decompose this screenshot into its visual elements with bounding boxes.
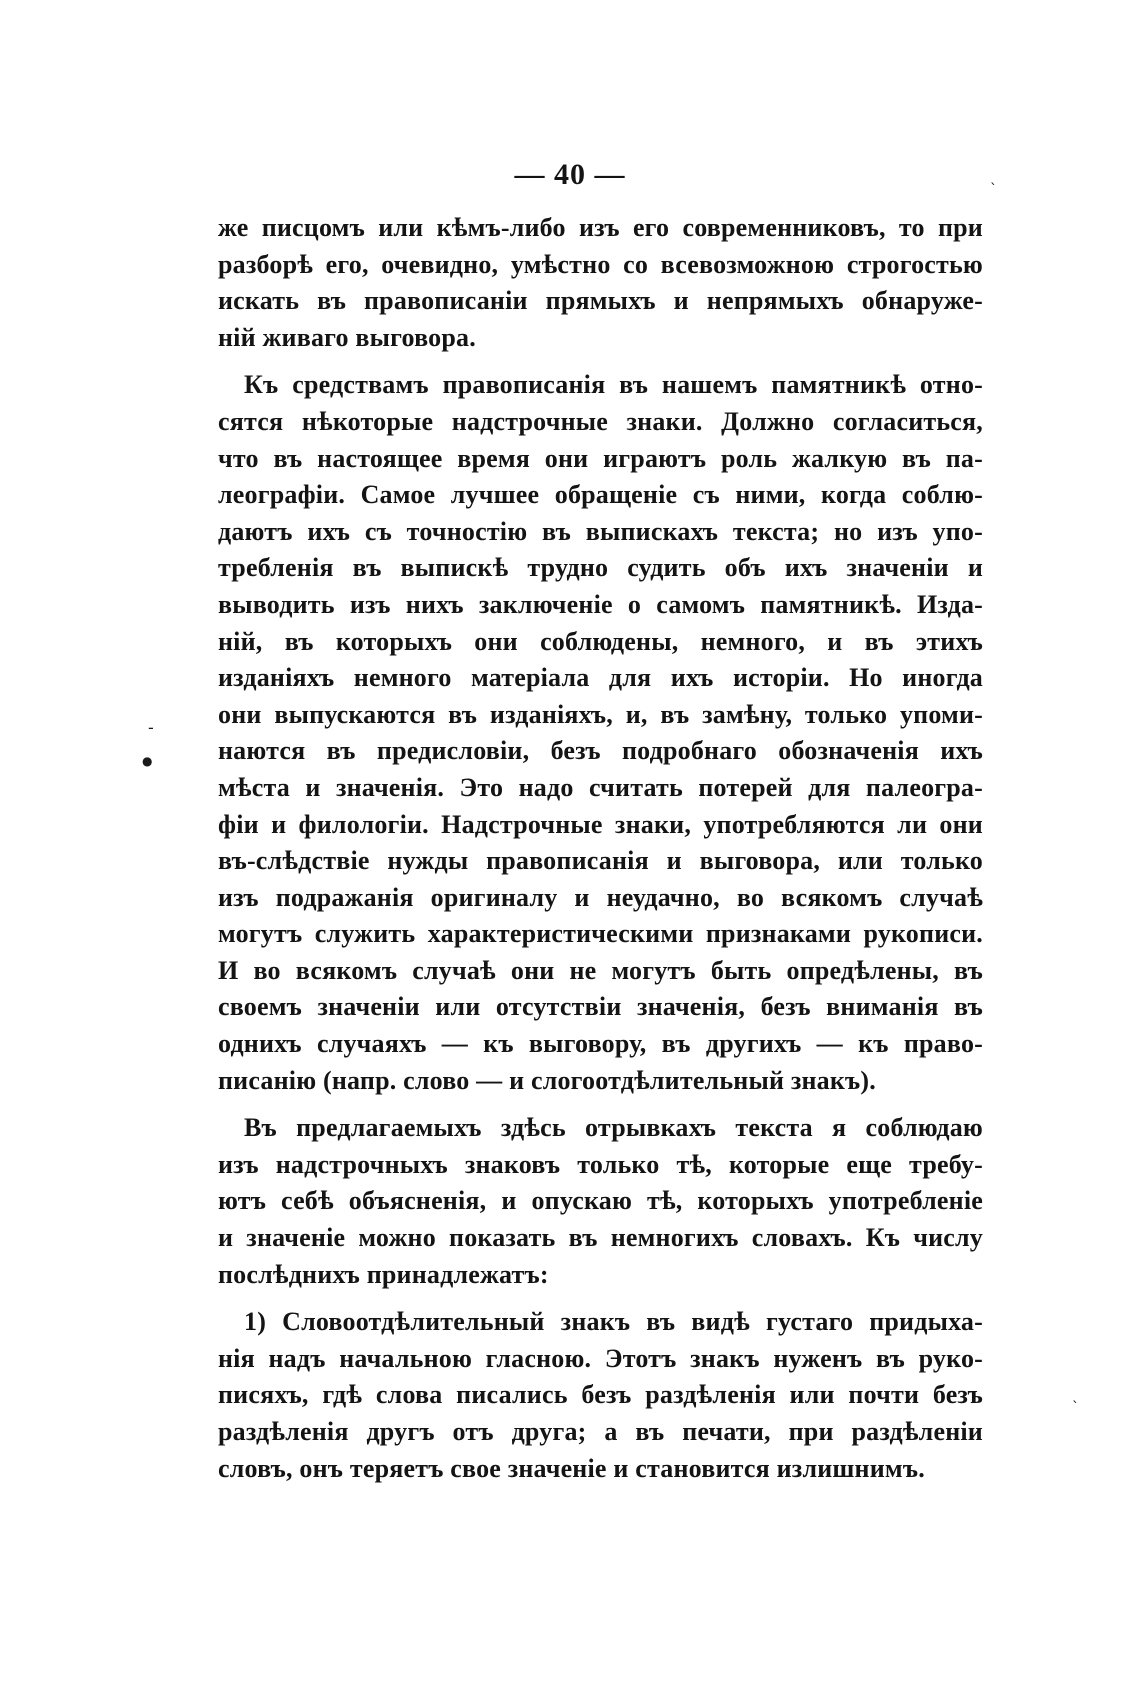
text-line: послѣднихъ принадлежатъ: xyxy=(218,1259,549,1289)
text-line: 1) Словоотдѣлительный знакъ въ видѣ густаго придыха- xyxy=(244,1307,983,1337)
text-line: могутъ служить характеристическими признаками рукописи. xyxy=(218,919,983,949)
text-line: наются въ предисловiи, безъ подробнаго обозначенiя ихъ xyxy=(218,736,983,766)
text-line: нiя надъ начальною гласною. Этотъ знакъ нуженъ въ руко- xyxy=(218,1343,983,1373)
text-line: выводить изъ нихъ заключенiе о самомъ памятникѣ. Изда- xyxy=(218,589,984,619)
margin-dot-mark: ● xyxy=(142,754,153,768)
paragraph xyxy=(218,367,983,1099)
text-line: Къ средствамъ правописанiя въ нашемъ памятникѣ отно- xyxy=(244,370,983,400)
text-line: леографiи. Самое лучшее обращенiе съ ними, когда соблю- xyxy=(218,480,983,510)
text-line: въ-слѣдствiе нужды правописанiя и выговора, или только xyxy=(218,846,983,876)
text-line: раздѣленiя другъ отъ друга; а въ печати, при раздѣленiи xyxy=(218,1417,983,1446)
text-line: разборѣ его, очевидно, умѣстно со всевозможною строгостью xyxy=(218,249,983,279)
text-line: нiй, въ которыхъ они соблюдены, немного, и въ этихъ xyxy=(218,626,983,656)
text-line: изъ надстрочныхъ знаковъ только тѣ, которые еще требу- xyxy=(218,1149,983,1179)
paragraph-gap xyxy=(218,356,983,367)
text-line: писанiю (напр. слово — и слогоотдѣлительный знакъ). xyxy=(218,1065,876,1095)
text-line: нiй живаго выговора. xyxy=(218,322,476,352)
text-line: фiи и филологiи. Надстрочные знаки, употребляются ли они xyxy=(218,809,983,839)
text-line: ютъ себѣ объясненiя, и опускаю тѣ, которыхъ употребленiе xyxy=(218,1186,983,1216)
text-line: искать въ правописанiи прямыхъ и непрямыхъ обнаруже- xyxy=(218,286,983,316)
paragraph xyxy=(218,1304,983,1487)
text-line: И во всякомъ случаѣ они не могутъ быть опредѣлены, въ xyxy=(218,955,983,985)
text-line: требленiя въ выпискѣ трудно судить объ ихъ значенiи и xyxy=(218,553,983,583)
text-line: даютъ ихъ съ точностiю въ выпискахъ текста; но изъ упо- xyxy=(218,516,983,546)
margin-tick-mark: ` xyxy=(990,182,997,198)
text-line: изъ подражанiя оригиналу и неудачно, во всякомъ случаѣ xyxy=(218,882,983,912)
text-line: они выпускаются въ изданiяхъ, и, въ замѣну, только упоми- xyxy=(218,699,983,729)
text-line: что въ настоящее время они играютъ роль жалкую въ па- xyxy=(218,443,983,473)
paragraph-gap xyxy=(218,1099,983,1110)
margin-tick-mark-lower: ` xyxy=(1072,1400,1079,1416)
text-line: словъ, онъ теряетъ свое значенiе и становится излишнимъ. xyxy=(218,1453,925,1483)
text-line: же писцомъ или кѣмъ-либо изъ его современниковъ, то при xyxy=(218,213,983,242)
body-text xyxy=(218,210,983,1487)
paragraph xyxy=(218,1110,983,1293)
page-number: — 40 — xyxy=(514,158,626,191)
margin-speck-mark: - xyxy=(148,718,154,737)
text-line: сятся нѣкоторые надстрочные знаки. Должно согласиться, xyxy=(218,406,983,436)
text-line: и значенiе можно показать въ немногихъ словахъ. Къ числу xyxy=(218,1223,983,1253)
text-line: своемъ значенiи или отсутствiи значенiя, безъ вниманiя въ xyxy=(218,992,983,1022)
text-line: изданiяхъ немного матерiала для ихъ исторiи. Но иногда xyxy=(218,663,983,693)
text-line: Въ предлагаемыхъ здѣсь отрывкахъ текста я соблюдаю xyxy=(244,1113,983,1143)
paragraph xyxy=(218,210,983,356)
text-line: мѣста и значенiя. Это надо считать потерей для палеогра- xyxy=(218,772,983,802)
text-line: однихъ случаяхъ — къ выговору, въ другихъ — къ право- xyxy=(218,1029,983,1059)
text-line: писяхъ, гдѣ слова писались безъ раздѣленiя или почти безъ xyxy=(218,1380,983,1410)
paragraph-gap xyxy=(218,1293,983,1304)
